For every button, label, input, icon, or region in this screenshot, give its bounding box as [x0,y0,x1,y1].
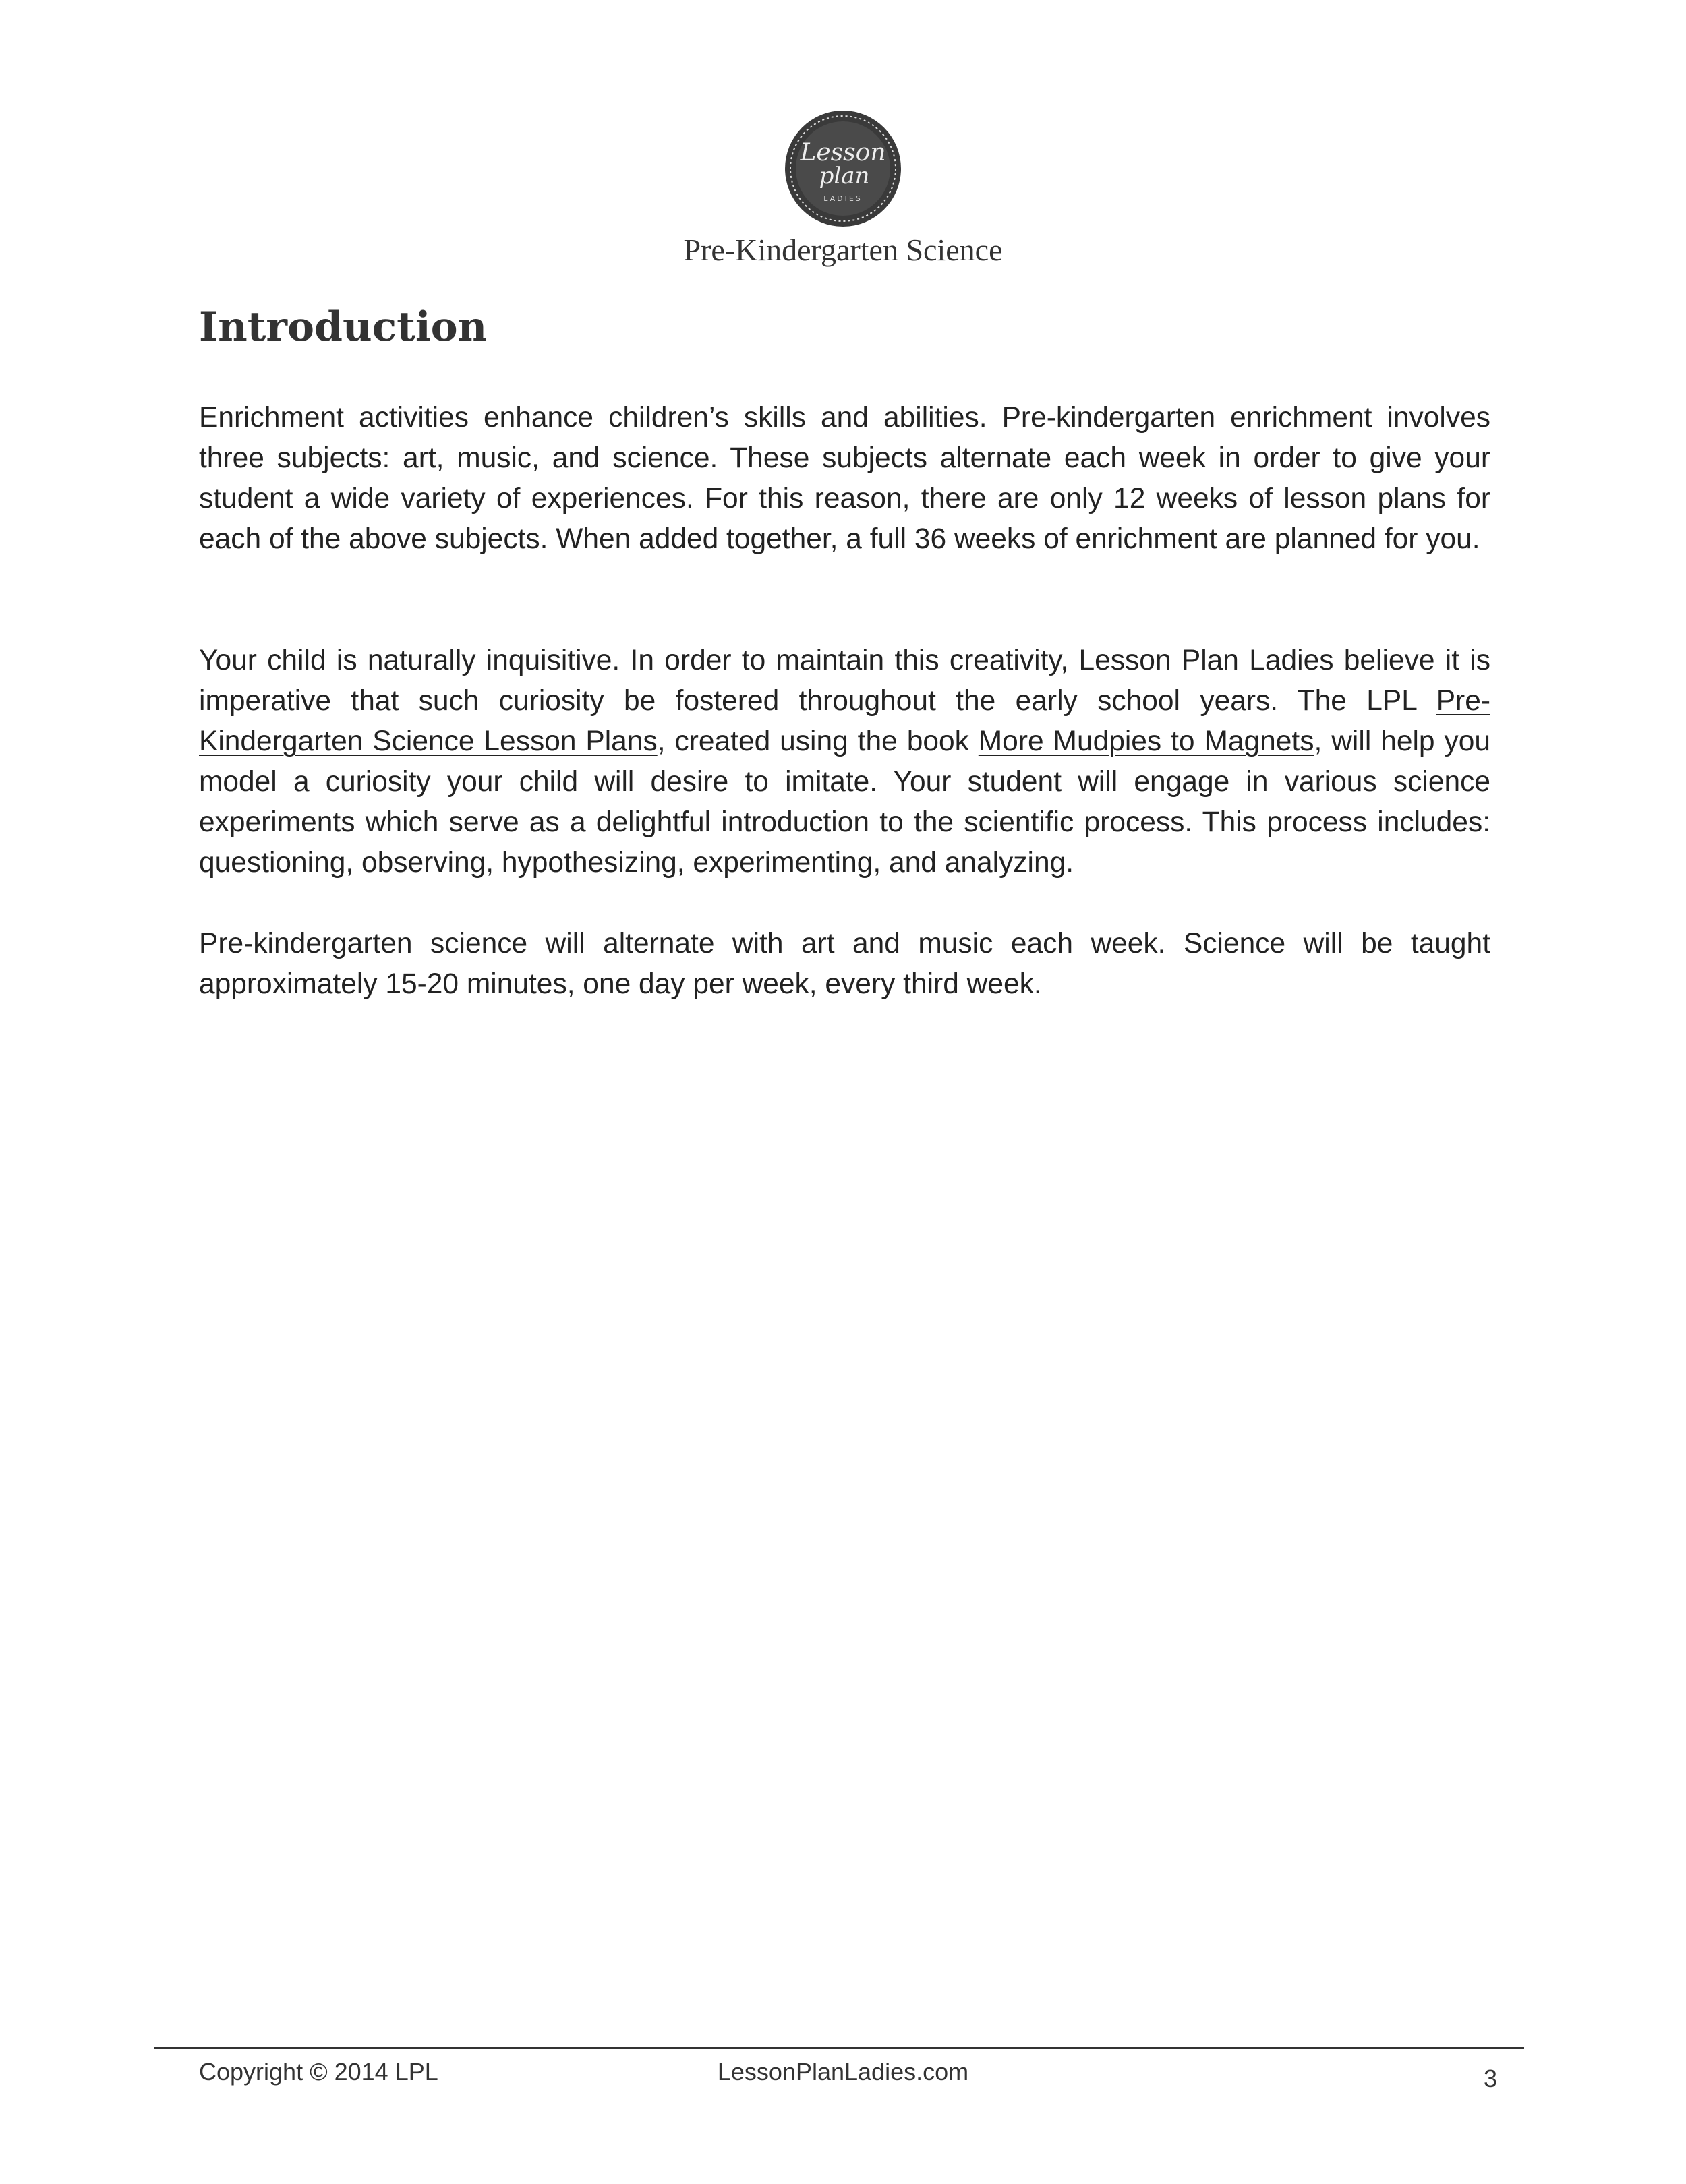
page-number: 3 [1483,2065,1497,2092]
paragraph-curiosity [199,641,1490,883]
paragraph-enrichment: Enrichment activities enhance children’s skills and abilities. Pre-kindergarten enrichment involves three subjects: art, music, and science. These subjects alternate each week in order to give your student a wide variety of experiences. For this reason, there are only 12 weeks of lesson plans for each of the above subjects. When added together, a full 36 weeks of enrichment are planned for you. [199,402,1490,555]
logo-text-plan: plan [819,163,870,189]
page-subtitle: Pre-Kindergarten Science [683,233,1003,267]
footer-copyright: Copyright © 2014 LPL [199,2058,438,2086]
footer-website: LessonPlanLadies.com [717,2058,969,2086]
section-heading: Introduction [199,303,488,351]
lesson-plans-link[interactable]: Pre-Kindergarten Science Lesson Plans [199,685,1490,757]
logo-text-ladies: LADIES [823,194,863,203]
paragraph-text: Your child is naturally inquisitive. In order to maintain this creativity, Lesson Plan Ladies believe it is imperative that such curiosity be fostered throughout the early school years. The LPL [199,645,1490,717]
paragraph-text: , will help you model a curiosity your child will desire to imitate. Your student will engage in various science experiments which serve as a delightful introduction to the scientific process. This process includes: questioning, observing, hypothesizing, experimenting, and analyzing. [199,726,1490,879]
footer-divider [154,2047,1524,2049]
logo-text-lesson: Lesson [800,139,886,167]
lesson-plan-ladies-logo [782,108,904,229]
paragraph-text: , created using the book [657,726,979,757]
paragraph-schedule: Pre-kindergarten science will alternate with art and music each week. Science will be taught approximately 15-20 minutes, one day per week, every third week. [199,928,1490,1000]
book-title-link[interactable]: More Mudpies to Magnets [978,726,1314,757]
